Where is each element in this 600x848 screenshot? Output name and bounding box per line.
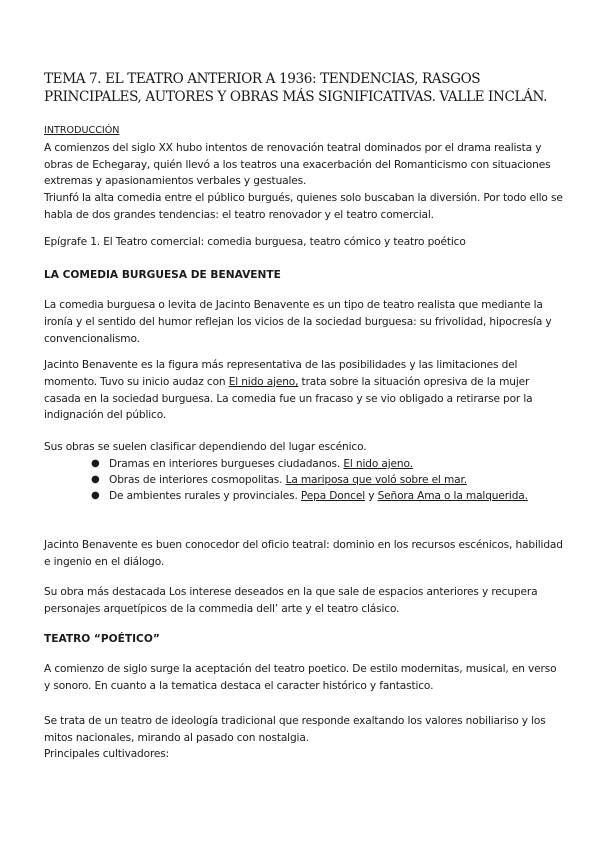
list-item	[44, 456, 564, 472]
list-item-text: Dramas en interiores burgueses ciudadanos.	[109, 458, 344, 470]
work-title: La mariposa que voló sobre el mar.	[285, 474, 467, 487]
paragraph-text: Jacinto Benavente es la figura más representativa de las posibilidades y las limitaciones del momento. Tuvo su inicio audaz con	[44, 359, 518, 388]
bullet-icon: ●	[91, 474, 100, 486]
benavente-heading: LA COMEDIA BURGUESA DE BENAVENTE	[44, 269, 281, 281]
works-list	[44, 456, 564, 505]
intro-section	[44, 123, 564, 224]
work-title-link: El nido ajeno,	[228, 375, 299, 388]
benavente-paragraph-1: La comedia burguesa o levita de Jacinto Benavente es un tipo de teatro realista que mediante la ironía y el sentido del humor reflejan los vicios de la sociedad burguesa: su frivolidad, hipocresía y convencionalismo.	[44, 299, 552, 345]
intro-paragraph-2: Triunfó la alta comedia entre el público burgués, quienes solo buscaban la diversión. Por todo ello se habla de dos grandes tendencias: el teatro renovador y el teatro comercial.	[44, 192, 563, 221]
list-item-text: Obras de interiores cosmopolitas.	[109, 474, 286, 487]
list-item	[44, 472, 564, 488]
epigrafe-line: Epígrafe 1. El Teatro comercial: comedia burguesa, teatro cómico y teatro poético	[44, 236, 466, 248]
benavente-paragraph-4: Jacinto Benavente es buen conocedor del oficio teatral: dominio en los recursos escénicos, habilidad e ingenio en el diálogo.	[44, 539, 563, 568]
poetico-paragraph-2: Se trata de un teatro de ideología tradicional que responde exaltando los valores nobiliariso y los mitos nacionales, mirando al pasado con nostalgia.	[44, 715, 546, 744]
benavente-paragraph-3: Sus obras se suelen clasificar dependiendo del lugar escénico.	[44, 441, 367, 453]
bullet-icon: ●	[91, 490, 100, 502]
poetico-paragraph-1: A comienzo de siglo surge la aceptación del teatro poetico. De estilo modernitas, musical, en verso y sonoro. En cuanto a la tematica destaca el caracter histórico y fantastico.	[44, 663, 557, 692]
intro-paragraph: A comienzos del siglo XX hubo intentos de renovación teatral dominados por el drama realista y obras de Echegaray, quién llevó a los teatros una exacerbación del Romanticismo con situaciones extremas y apasionamientos verbales y gestuales.	[44, 141, 551, 188]
list-item-text: y	[365, 490, 378, 503]
work-title: Pepa Doncel	[300, 490, 366, 503]
benavente-paragraph-2	[44, 357, 564, 424]
list-item-text: De ambientes rurales y provinciales.	[109, 490, 301, 503]
page-title: TEMA 7. EL TEATRO ANTERIOR A 1936: TENDENCIAS, RASGOS PRINCIPALES, AUTORES Y OBRAS MÁS SIGNIFICATIVAS. VALLE INCLÁN.	[44, 71, 548, 105]
paragraph-text: trata sobre la situación opresiva de la mujer casada en la sociedad burguesa. La comedia fue un fracaso y se vio obligado a retirarse por la indignación del público.	[44, 375, 533, 422]
benavente-paragraph-5: Su obra más destacada Los interese deseados en la que sale de espacios anteriores y recupera personajes arquetípicos de la commedia dell’ arte y el teatro clásico.	[44, 586, 538, 615]
work-title: Señora Ama o la malquerida.	[377, 490, 528, 503]
bullet-icon: ●	[91, 458, 100, 469]
poetico-heading: TEATRO “POÉTICO”	[44, 633, 160, 645]
intro-heading: INTRODUCCIÓN	[44, 125, 120, 136]
poetico-paragraph-3: Principales cultivadores:	[44, 748, 170, 760]
work-title: El nido ajeno.	[343, 458, 413, 470]
list-item	[44, 488, 564, 504]
